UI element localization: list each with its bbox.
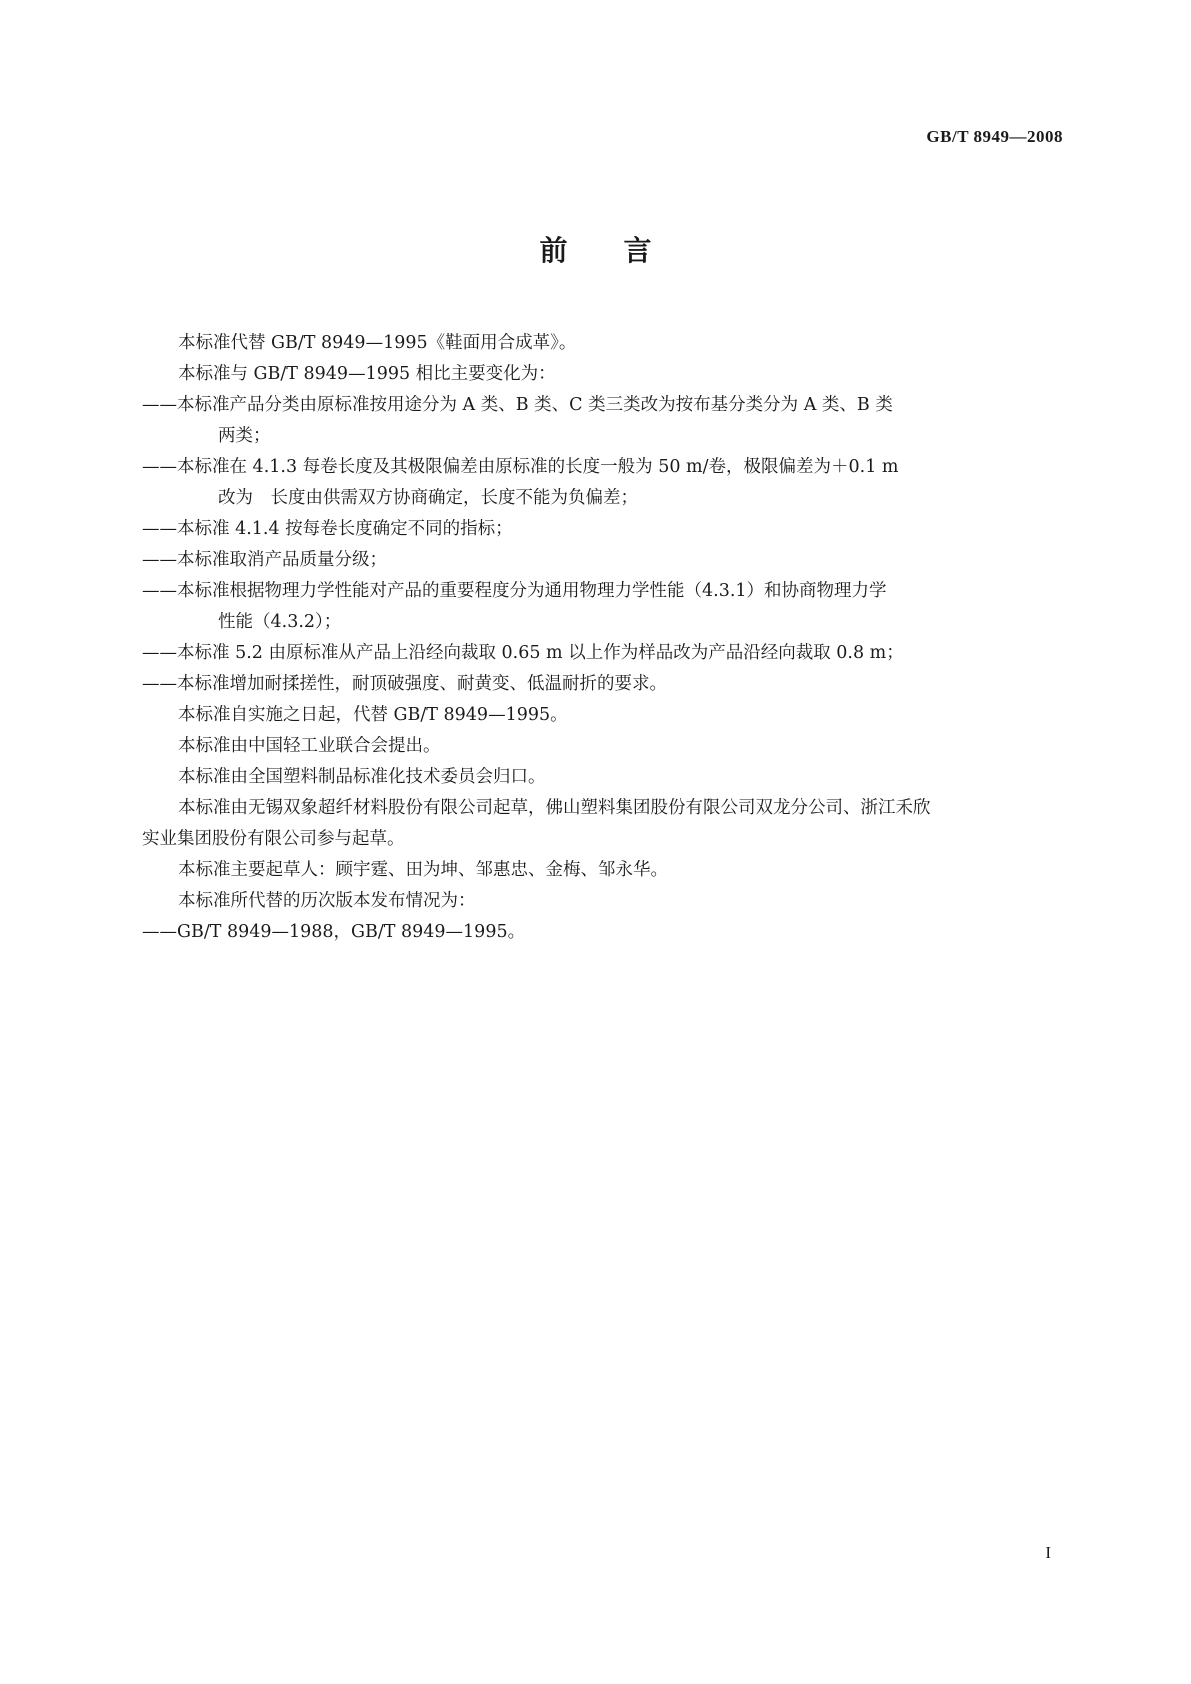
title-char-2: 言 [623,234,652,267]
paragraph-line: 本标准与 GB/T 8949—1995 相比主要变化为： [178,364,556,384]
paragraph-line: 本标准主要起草人：顾宇霆、田为坤、邹惠忠、金梅、邹永华。 [178,860,668,880]
foreword-body [142,328,1060,948]
page-number: I [1045,1543,1051,1562]
standard-number: GB/T 8949—2008 [926,127,1063,146]
change-item: ——本标准根据物理力学性能对产品的重要程度分为通用物理力学性能（4.3.1）和协商物理力学 [142,581,887,601]
change-item: ——本标准 5.2 由原标准从产品上沿经向裁取 0.65 m 以上作为样品改为产品沿经向裁取 0.8 m； [142,643,904,663]
paragraph-line: 本标准所代替的历次版本发布情况为： [178,891,476,911]
paragraph-continuation: 实业集团股份有限公司参与起草。 [142,829,405,849]
change-item: ——GB/T 8949—1988，GB/T 8949—1995。 [142,922,526,942]
change-item-continuation: 改为 长度由供需双方协商确定，长度不能为负偏差； [218,488,638,508]
change-item-continuation: 两类； [218,426,271,446]
change-item: ——本标准在 4.1.3 每卷长度及其极限偏差由原标准的长度一般为 50 m/卷，极限偏差为＋0.1 m [142,457,899,477]
paragraph-line: 本标准由中国轻工业联合会提出。 [178,736,441,756]
change-item: ——本标准取消产品质量分级； [142,550,387,570]
paragraph-line: 本标准由无锡双象超纤材料股份有限公司起草，佛山塑料集团股份有限公司双龙分公司、浙江禾欣 [178,798,931,818]
title-char-1: 前 [539,234,568,267]
paragraph-line: 本标准代替 GB/T 8949—1995《鞋面用合成革》。 [178,333,577,353]
change-item: ——本标准产品分类由原标准按用途分为 A 类、B 类、C 类三类改为按布基分类分为 A 类、B 类 [142,395,893,415]
change-item-continuation: 性能（4.3.2）； [218,612,342,632]
paragraph-line: 本标准自实施之日起，代替 GB/T 8949—1995。 [178,705,568,725]
change-item: ——本标准增加耐揉搓性，耐顶破强度、耐黄变、低温耐折的要求。 [142,674,667,694]
change-item: ——本标准 4.1.4 按每卷长度确定不同的指标； [142,519,513,539]
page-title [0,229,1191,269]
paragraph-line: 本标准由全国塑料制品标准化技术委员会归口。 [178,767,546,787]
